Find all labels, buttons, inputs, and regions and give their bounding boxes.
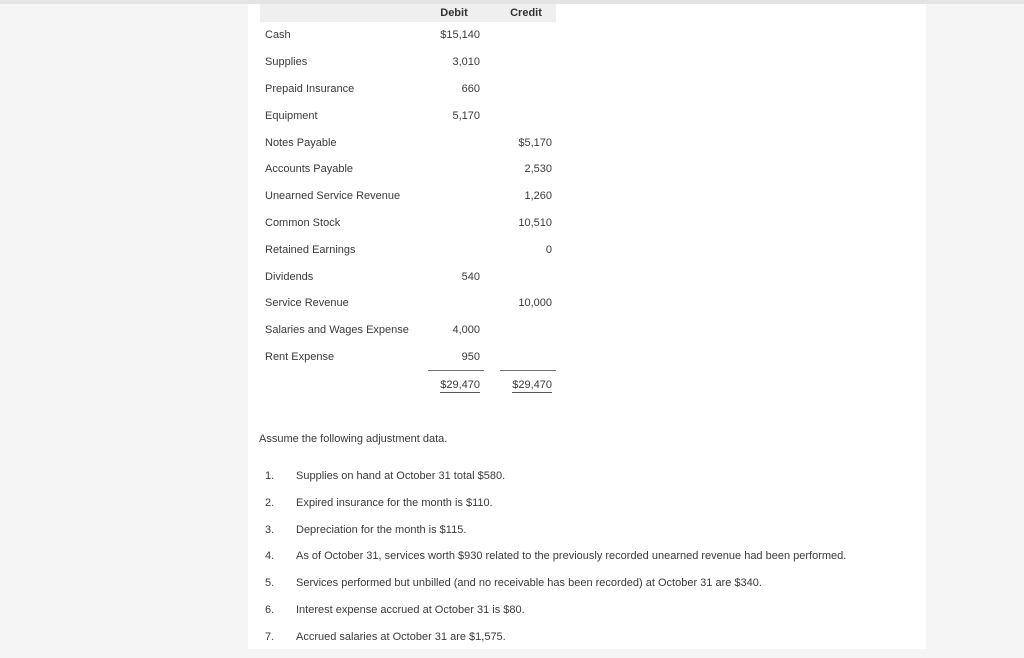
list-item: [265, 550, 846, 577]
item-number: 4.: [265, 550, 275, 563]
table-row: [260, 129, 556, 156]
item-number: 6.: [265, 603, 275, 616]
item-text: Interest expense accrued at October 31 is $80.: [296, 603, 525, 616]
debit-amount: 540: [461, 270, 480, 283]
credit-header: Credit: [500, 4, 556, 22]
debit-header: Debit: [428, 4, 484, 22]
credit-amount: [500, 49, 556, 76]
credit-amount: 0: [545, 243, 552, 256]
debit-amount: 660: [461, 82, 480, 95]
account-name: Dividends: [265, 270, 314, 283]
list-item: [265, 497, 846, 524]
account-name: Accounts Payable: [265, 163, 354, 176]
item-text: Depreciation for the month is $115.: [296, 523, 467, 536]
content-panel: [248, 4, 926, 649]
credit-amount: [500, 102, 556, 129]
totals-label: [260, 371, 428, 398]
header-gap: [484, 4, 500, 22]
item-number: 2.: [265, 496, 275, 509]
account-name: Rent Expense: [265, 351, 335, 364]
credit-amount: 10,510: [518, 216, 552, 229]
debit-total-cell: [428, 371, 484, 398]
item-text: Accrued salaries at October 31 are $1,575.: [296, 630, 506, 643]
debit-amount: $15,140: [440, 29, 480, 42]
debit-amount: [428, 290, 484, 317]
table-row: [260, 290, 556, 317]
account-header: [260, 4, 428, 22]
table-row: [260, 102, 556, 129]
account-name: Notes Payable: [265, 136, 337, 149]
table-row: [260, 210, 556, 237]
table-header-row: [260, 4, 556, 22]
adjustment-intro: Assume the following adjustment data.: [259, 433, 448, 445]
table-row: [260, 49, 556, 76]
list-item: [265, 631, 846, 658]
trial-balance-table: [260, 4, 556, 398]
account-name: Cash: [265, 29, 291, 42]
table-row: [260, 22, 556, 49]
credit-amount: [500, 344, 556, 371]
adjustment-list: [265, 470, 846, 658]
account-name: Equipment: [265, 109, 318, 122]
credit-amount: 10,000: [518, 297, 552, 310]
table-row: [260, 344, 556, 371]
debit-amount: [428, 183, 484, 210]
debit-total: $29,470: [440, 378, 480, 391]
debit-amount: 4,000: [452, 324, 480, 337]
item-text: Expired insurance for the month is $110.: [296, 496, 493, 509]
credit-total: $29,470: [512, 378, 552, 391]
item-number: 7.: [265, 630, 275, 643]
credit-amount: [500, 76, 556, 103]
list-item: [265, 604, 846, 631]
table-row: [260, 156, 556, 183]
item-number: 5.: [265, 577, 275, 590]
debit-amount: [428, 156, 484, 183]
credit-amount: [500, 22, 556, 49]
credit-amount: 2,530: [524, 163, 552, 176]
credit-amount: 1,260: [524, 190, 552, 203]
account-name: Service Revenue: [265, 297, 349, 310]
item-text: Supplies on hand at October 31 total $580.: [296, 470, 506, 482]
account-name: Retained Earnings: [265, 243, 356, 256]
item-text: As of October 31, services worth $930 related to the previously recorded unearned revenue had been performed.: [296, 550, 847, 563]
account-name: Salaries and Wages Expense: [265, 324, 409, 337]
debit-amount: [428, 210, 484, 237]
table-row: [260, 263, 556, 290]
debit-amount: [428, 236, 484, 263]
account-name: Supplies: [265, 56, 308, 69]
list-item: [265, 470, 846, 497]
totals-row: [260, 371, 556, 398]
account-name: Unearned Service Revenue: [265, 190, 401, 203]
table-row: [260, 183, 556, 210]
credit-amount: [500, 263, 556, 290]
list-item: [265, 577, 846, 604]
table-row: [260, 317, 556, 344]
list-item: [265, 524, 846, 551]
table-row: [260, 236, 556, 263]
debit-amount: 5,170: [452, 109, 480, 122]
debit-amount: 950: [461, 350, 480, 363]
item-number: 1.: [265, 470, 275, 482]
table-row: [260, 76, 556, 103]
debit-amount: 3,010: [452, 56, 480, 69]
debit-amount: [428, 129, 484, 156]
credit-total-cell: [500, 371, 556, 398]
account-name: Prepaid Insurance: [265, 82, 355, 95]
account-name: Common Stock: [265, 216, 341, 229]
credit-amount: $5,170: [518, 136, 552, 149]
credit-amount: [500, 317, 556, 344]
item-number: 3.: [265, 523, 275, 536]
item-text: Services performed but unbilled (and no receivable has been recorded) at October 31 are $340.: [296, 577, 762, 590]
